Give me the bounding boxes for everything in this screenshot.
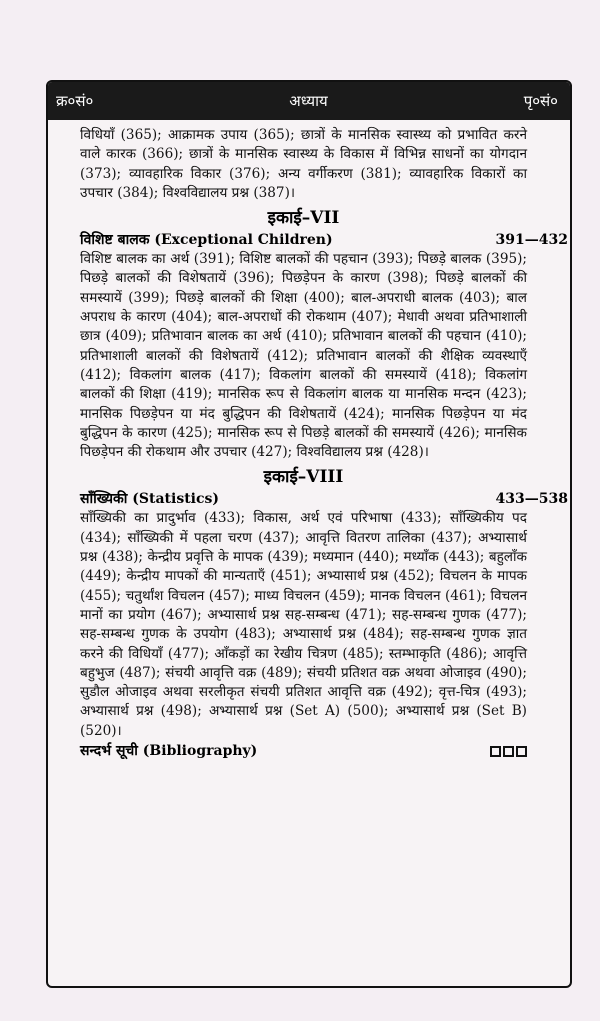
- ornament-box-icon: [503, 746, 514, 757]
- contents-page: [46, 80, 572, 988]
- unit-7-section-title: विशिष्ट बालक (Exceptional Children): [80, 232, 333, 249]
- unit-8-heading: इकाई–VIII: [263, 467, 344, 488]
- ornament-box-icon: [516, 746, 527, 757]
- ornament-box-icon: [490, 746, 501, 757]
- unit-7-page-range: 391—432: [495, 232, 568, 249]
- unit-8-page-range: 433—538: [495, 491, 568, 508]
- header-chapter: अध्याय: [289, 92, 328, 110]
- intro-paragraph: विधियाँ (365); आक्रामक उपाय (365); छात्रों के मानसिक स्वास्थ्य को प्रभावित करने वाले कारक (366); छात्रों के मानसिक स्वास्थ्य के विकास में विभिन्न साधनों का योगदान (373); व्यावहारिक विकार (376); अन्य वर्गीकरण (381); व्यावहारिक विकारों का उपचार (384); विश्वविद्यालय प्रश्न (387)।: [80, 127, 527, 201]
- end-ornament-icon: [490, 746, 527, 757]
- unit-7-heading: इकाई–VII: [267, 208, 340, 229]
- table-header: [48, 82, 570, 120]
- unit-8-section-row: [80, 489, 568, 509]
- bibliography-title: सन्दर्भ सूची (Bibliography): [80, 743, 258, 760]
- unit-8-section-title: साँख्यिकी (Statistics): [80, 491, 220, 508]
- contents-body: [48, 120, 570, 761]
- bibliography-row: [80, 741, 527, 761]
- unit-8-paragraph: साँख्यिकी का प्रादुर्भाव (433); विकास, अर्थ एवं परिभाषा (433); साँख्यिकीय पद (434); साँख्यिकी में पहला चरण (437); आवृत्ति वितरण तालिका (437); अभ्यासार्थ प्रश्न (438); केन्द्रीय प्रवृत्ति के मापक (439); मध्यमान (440); मध्याँक (443); बहुलाँक (449); केन्द्रीय मापकों की मान्यताएँ (451); अभ्यासार्थ प्रश्न (452); विचलन के मापक (455); चतुर्थांश विचलन (457); माध्य विचलन (459); मानक विचलन (461); विचलन मानों का प्रयोग (467); अभ्यासार्थ प्रश्न सह-सम्बन्ध (471); सह-सम्बन्ध गुणक (477); सह-सम्बन्ध गुणक के उपयोग (483); अभ्यासार्थ प्रश्न (484); सह-सम्बन्ध गुणक ज्ञात करने की विधियाँ (477); आँकड़ों का रेखीय चित्रण (485); स्तम्भाकृति (486); आवृत्ति बहुभुज (487); संचयी आवृत्ति वक्र (489); संचयी प्रतिशत वक्र अथवा ओजाइव (490); सुडौल ओजाइव अथवा सरलीकृत संचयी प्रतिशत आवृत्ति वक्र (492); वृत्त-चित्र (493); अभ्यासार्थ प्रश्न (498); अभ्यासार्थ प्रश्न (Set A) (500); अभ्यासार्थ प्रश्न (Set B) (520)।: [80, 510, 527, 739]
- unit-7-section-row: [80, 230, 568, 250]
- unit-7-paragraph: विशिष्ट बालक का अर्थ (391); विशिष्ट बालकों की पहचान (393); पिछड़े बालक (395); पिछड़े बालकों की विशेषतायें (396); पिछड़ेपन के कारण (398); पिछड़े बालकों की समस्यायें (399); पिछड़े बालकों की शिक्षा (400); बाल-अपराधी बालक (403); बाल अपराध के कारण (404); बाल-अपराधों की रोकथाम (407); मेधावी अथवा प्रतिभाशाली छात्र (409); प्रतिभावान बालक का अर्थ (410); प्रतिभावान बालकों की पहचान (410); प्रतिभाशाली बालकों की विशेषतायें (412); प्रतिभावान बालकों की शैक्षिक व्यवस्थाएँ (412); विकलांग बालक (417); विकलांग बालकों की समस्यायें (418); विकलांग बालकों की शिक्षा (419); मानसिक रूप से विकलांग बालक या मानसिक मन्दन (423); मानसिक पिछड़ेपन या मंद बुद्धिपन की विशेषतायें (424); मानसिक पिछड़ेपन या मंद बुद्धिपन के कारण (425); मानसिक रूप से पिछड़े बालकों की समस्यायें (426); मानसिक पिछड़ेपन की रोकथाम और उपचार (427); विश्वविद्यालय प्रश्न (428)।: [80, 251, 527, 461]
- header-serial-number: क्र०सं०: [56, 92, 94, 110]
- header-page-number: पृ०सं०: [523, 92, 558, 110]
